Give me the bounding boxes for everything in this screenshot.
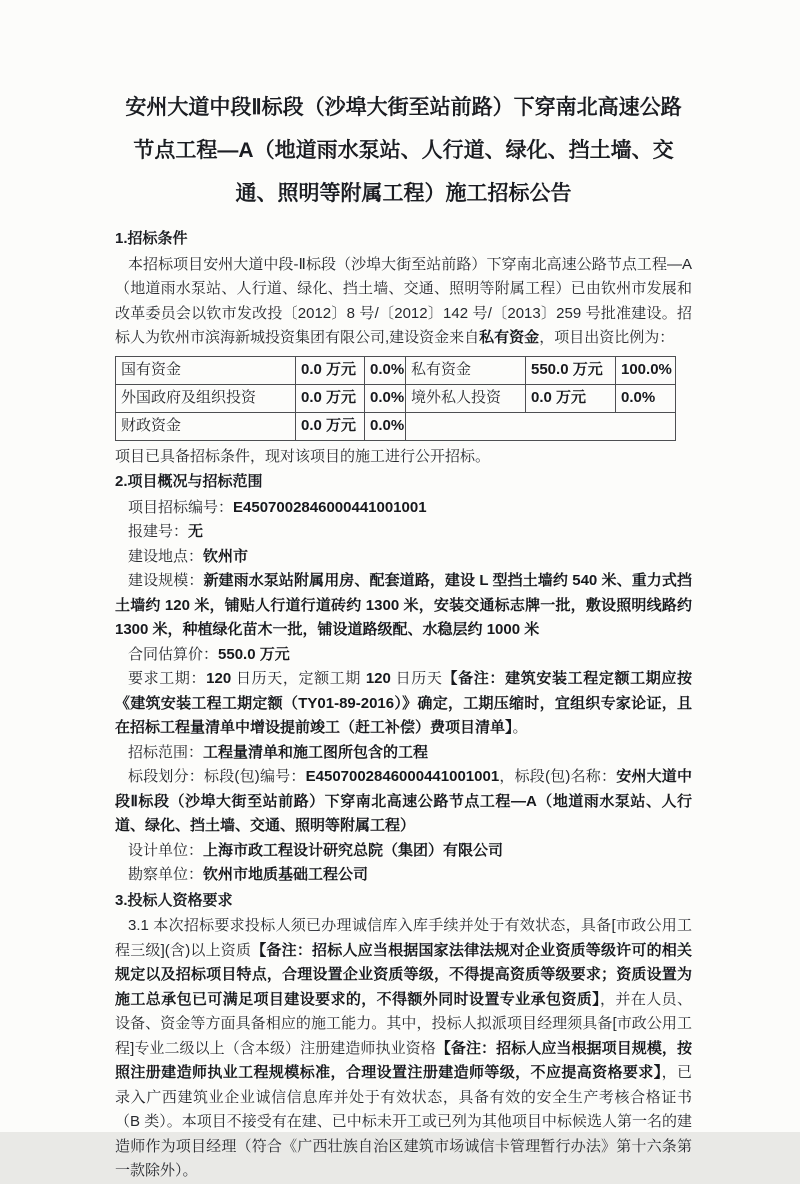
table-cell: 550.0 万元 bbox=[526, 356, 616, 384]
table-cell-empty bbox=[406, 412, 676, 440]
text-run: 。 bbox=[512, 719, 528, 736]
text-run: ，标段(包)名称： bbox=[499, 768, 617, 785]
text-run: ，已录入广西建筑业企业诚信信息库并处于有效状态，具备有效的安全生产考核合格证书（B 类）。本项目不接受有在建、已中标未开工或已列为其他项目中标候选人第一名的建造师作为项目经理（符合《广西壮族自治区建筑市场诚信卡管理暂行办法》第十六条第一款除外）。 bbox=[115, 1064, 692, 1179]
text-run: 私有资金 bbox=[479, 329, 540, 346]
field-construction-scale bbox=[115, 569, 692, 643]
text-run: 3.1 本次招标要求投标人须已办理诚信库入库手续并处于有效状态，具备[市政公用工程三级](含)以上资质 bbox=[115, 917, 692, 959]
field-required-duration bbox=[115, 667, 692, 741]
text-run: 新建雨水泵站附属用房、配套道路，建设 L 型挡土墙约 540 米、重力式挡土墙约 120 米，铺贴人行道行道砖约 1300 米，安装交通标志牌一批，敷设照明线路约 1300 米，种植绿化苗木一批，铺设道路级配、水稳层约 1000 米 bbox=[115, 572, 692, 638]
text-run: 安州大道中段Ⅱ标段（沙埠大街至站前路）下穿南北高速公路节点工程—A（地道雨水泵站、人行道、绿化、挡土墙、交通、照明等附属工程） bbox=[115, 768, 692, 834]
table-cell: 国有资金 bbox=[116, 356, 296, 384]
text-run: E4507002846000441001001 bbox=[233, 498, 427, 516]
text-run: 本招标项目安州大道中段-Ⅱ标段（沙埠大街至站前路）下穿南北高速公路节点工程—A（地道雨水泵站、人行道、绿化、挡土墙、交通、照明等附属工程）已由钦州市发展和改革委员会以钦市发改投〔2012〕8 号/〔2012〕142 号/〔2013〕259 号批准建设。招标人为钦州市滨海新城投资集团有限公司,建设资金来自 bbox=[115, 255, 692, 346]
table-cell: 私有资金 bbox=[406, 356, 526, 384]
table-cell: 0.0% bbox=[365, 384, 406, 412]
text-run: 日历天，定额工期 bbox=[231, 670, 366, 687]
text-run: 报建号： bbox=[128, 523, 189, 540]
text-run: 【备注：招标人应当根据项目规模，按照注册建造师执业工程规模标准，合理设置注册建造师等级，不应提高资格要求】 bbox=[115, 1039, 692, 1081]
table-cell: 0.0 万元 bbox=[296, 384, 365, 412]
text-run: 120 bbox=[365, 670, 391, 687]
table-cell: 0.0% bbox=[365, 412, 406, 440]
table-row bbox=[116, 412, 676, 440]
text-run: 钦州市地质基础工程公司 bbox=[203, 866, 369, 883]
text-run: ，并在人员、设备、资金等方面具备相应的施工能力。其中，投标人拟派项目经理须具备[市政公用工程]专业二级以上（含本级）注册建造师执业资格 bbox=[115, 990, 692, 1057]
field-filing-number bbox=[115, 520, 692, 545]
text-run: 【备注：招标人应当根据国家法律法规对企业资质等级许可的相关规定以及招标项目特点，合理设置企业资质等级，不得提高资质等级要求；资质设置为施工总承包已可满足项目建设要求的，不得额外同时设置专业承包资质】 bbox=[115, 941, 692, 1008]
section-1-heading: 1.招标条件 bbox=[115, 230, 188, 247]
text-run: 建设地点： bbox=[128, 547, 204, 565]
text-run: E4507002846000441001001 bbox=[305, 768, 500, 785]
text-run: 建设规模： bbox=[128, 572, 204, 589]
field-section-division bbox=[115, 765, 692, 839]
text-run: 无 bbox=[188, 523, 204, 540]
field-tender-scope bbox=[115, 741, 692, 766]
text-run: 120 bbox=[206, 670, 232, 687]
text-run: 合同估算价： bbox=[128, 645, 219, 663]
text-run: 项目招标编号： bbox=[128, 498, 234, 516]
table-cell: 0.0 万元 bbox=[296, 412, 365, 440]
table-row bbox=[116, 384, 676, 412]
field-survey-unit bbox=[115, 863, 692, 888]
field-design-unit bbox=[115, 839, 692, 864]
section-3-heading: 3.投标人资格要求 bbox=[115, 891, 233, 909]
text-run: 勘察单位： bbox=[128, 866, 204, 883]
text-run: 日历天 bbox=[390, 670, 443, 687]
section-3-qualification-paragraph bbox=[115, 914, 692, 1184]
text-run: 设计单位： bbox=[128, 841, 204, 859]
document-title: 安州大道中段Ⅱ标段（沙埠大街至站前路）下穿南北高速公路节点工程—A（地道雨水泵站、人行道、绿化、挡土墙、交通、照明等附属工程）施工招标公告 bbox=[125, 96, 682, 205]
table-row bbox=[116, 356, 676, 384]
field-contract-estimate bbox=[115, 643, 692, 668]
table-cell: 0.0% bbox=[616, 384, 676, 412]
section-1-intro-paragraph bbox=[115, 253, 692, 351]
section-1-closing: 项目已具备招标条件，现对该项目的施工进行公开招标。 bbox=[115, 447, 491, 465]
text-run: 招标范围： bbox=[128, 743, 204, 761]
text-run: 550.0 万元 bbox=[218, 645, 290, 663]
field-project-tender-number bbox=[115, 496, 692, 521]
text-run: 标段划分：标段(包)编号： bbox=[128, 768, 306, 785]
table-cell: 0.0 万元 bbox=[296, 356, 365, 384]
text-run: 【备注：建筑安装工程定额工期应按《建筑安装工程工期定额（TY01-89-2016）》确定，工期压缩时，宜组织专家论证，且在招标工程量清单中增设提前竣工（赶工补偿）费项目清单】 bbox=[115, 670, 692, 736]
text-run: 上海市政工程设计研究总院（集团）有限公司 bbox=[203, 841, 504, 859]
funding-ratio-table bbox=[115, 356, 676, 441]
table-cell: 财政资金 bbox=[116, 412, 296, 440]
table-cell: 境外私人投资 bbox=[406, 384, 526, 412]
table-cell: 100.0% bbox=[616, 356, 676, 384]
field-construction-location bbox=[115, 545, 692, 570]
table-cell: 外国政府及组织投资 bbox=[116, 384, 296, 412]
section-2-heading: 2.项目概况与招标范围 bbox=[115, 473, 263, 490]
text-run: 钦州市 bbox=[203, 547, 249, 565]
text-run: 要求工期： bbox=[128, 670, 207, 687]
text-run: ，项目出资比例为： bbox=[539, 329, 675, 346]
table-cell: 0.0% bbox=[365, 356, 406, 384]
text-run: 工程量清单和施工图所包含的工程 bbox=[203, 743, 429, 761]
table-cell: 0.0 万元 bbox=[526, 384, 616, 412]
